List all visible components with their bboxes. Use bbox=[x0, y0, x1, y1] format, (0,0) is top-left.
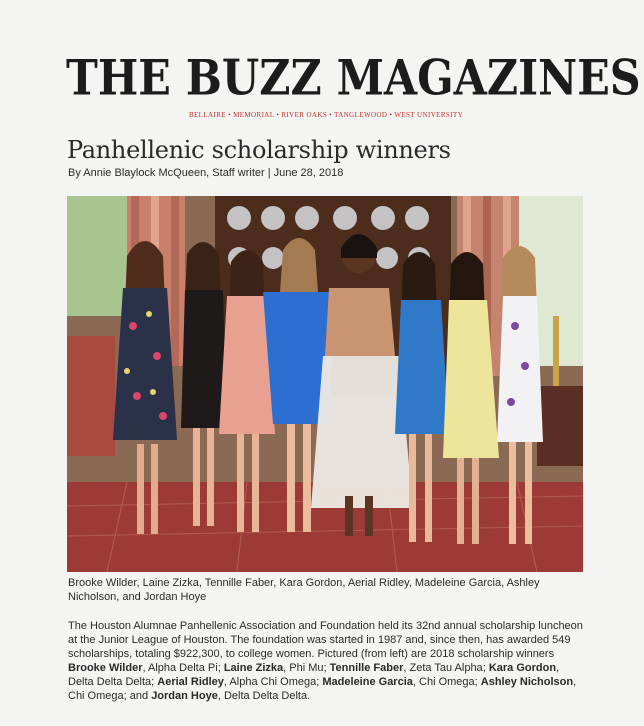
winner-name: Ashley Nicholson bbox=[480, 676, 574, 688]
article-intro: The Houston Alumnae Panhellenic Association and Foundation held its 32nd annual scholarship luncheon at the Junior League of Houston. The foundation was started in 1987 and, since then, has awarded 549 scholarships, totaling $922,300, to college women. Pictured (from left) are 2018 scholarship winners bbox=[68, 620, 583, 660]
masthead-title: THE BUZZ MAGAZINES bbox=[66, 49, 641, 107]
photo-caption: Brooke Wilder, Laine Zizka, Tennille Faber, Kara Gordon, Aerial Ridley, Madeleine Garcia, Ashley Nicholson, and Jordan Hoye bbox=[68, 577, 540, 603]
winner-sorority: , Zeta Tau Alpha bbox=[403, 662, 483, 674]
winner-name: Madeleine Garcia bbox=[322, 676, 413, 688]
winner-name: Brooke Wilder bbox=[68, 662, 143, 674]
winner-name: Aerial Ridley bbox=[157, 676, 224, 688]
winner-sorority: , Alpha Delta Pi bbox=[142, 662, 218, 674]
winner-sorority: , Phi Mu bbox=[283, 662, 324, 674]
winner-sorority: , Delta Delta Delta bbox=[68, 662, 560, 688]
group-photo bbox=[67, 196, 583, 572]
winner-sorority: , Alpha Chi Omega bbox=[223, 676, 317, 688]
article-headline: Panhellenic scholarship winners bbox=[67, 136, 451, 164]
winner-name: Jordan Hoye bbox=[151, 690, 218, 702]
winner-name: Tennille Faber bbox=[329, 662, 404, 674]
winner-sorority: , Delta Delta Delta bbox=[217, 690, 308, 702]
winner-sorority: , Chi Omega bbox=[412, 676, 475, 688]
article-body bbox=[68, 619, 584, 703]
winner-name: Kara Gordon bbox=[488, 662, 557, 674]
masthead-areas: BELLAIRE • MEMORIAL • RIVER OAKS • TANGLEWOOD • WEST UNIVERSITY bbox=[188, 111, 464, 119]
winner-sorority: , Chi Omega bbox=[68, 676, 577, 702]
winners-list: Brooke Wilder, Alpha Delta Pi; Laine Zizka, Phi Mu; Tennille Faber, Zeta Tau Alpha; Kara Gordon, Delta Delta Delta; Aerial Ridley, Alpha Chi Omega; Madeleine Garcia, Chi Omega; Ashley Nicholson, Chi Omega; and Jordan Hoye, Delta Delta Delta. bbox=[68, 662, 577, 702]
article-byline: By Annie Blaylock McQueen, Staff writer | June 28, 2018 bbox=[68, 167, 344, 179]
winner-name: Laine Zizka bbox=[223, 662, 284, 674]
